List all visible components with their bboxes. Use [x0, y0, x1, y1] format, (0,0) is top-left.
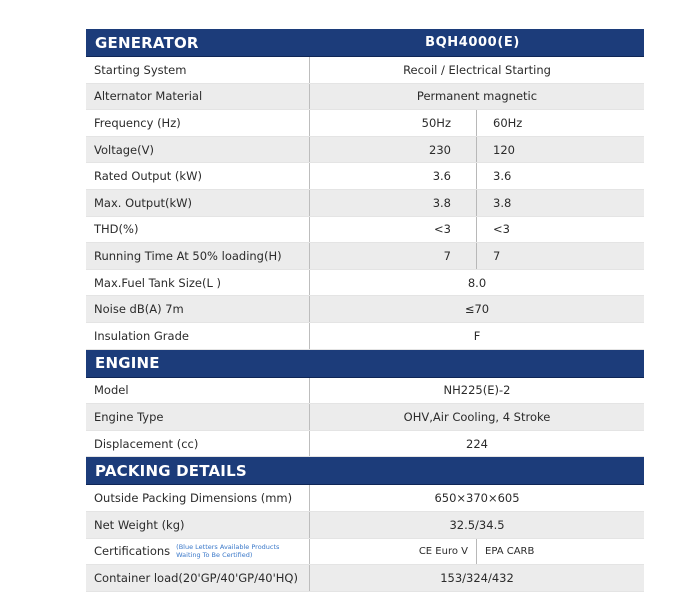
- spec-row-rated-output: [86, 163, 644, 190]
- spec-label: Displacement (cc): [86, 431, 310, 457]
- spec-value-60hz: 3.8: [493, 195, 512, 210]
- spec-value-split: [310, 137, 644, 163]
- spec-row-fuel-tank: [86, 270, 644, 297]
- spec-label: Engine Type: [86, 404, 310, 430]
- spec-row-starting-system: [86, 57, 644, 84]
- spec-value-60hz: 120: [493, 142, 515, 157]
- spec-row-displacement: [86, 431, 644, 458]
- spec-label: Frequency (Hz): [86, 110, 310, 136]
- spec-label: Starting System: [86, 57, 310, 83]
- certification-epa: EPA CARB: [485, 545, 535, 557]
- certification-ce: CE Euro V: [310, 539, 477, 565]
- spec-value: Permanent magnetic: [416, 89, 538, 104]
- spec-label: Noise dB(A) 7m: [86, 296, 310, 322]
- spec-label-cell: [86, 539, 310, 565]
- spec-row-voltage: [86, 137, 644, 164]
- spec-row-thd: [86, 217, 644, 244]
- spec-row-certifications: [86, 539, 644, 566]
- packing-header-label: PACKING DETAILS: [95, 461, 247, 480]
- spec-value-50hz: 50Hz: [310, 110, 477, 136]
- spec-row-alternator-material: [86, 84, 644, 111]
- spec-row-frequency: [86, 110, 644, 137]
- spec-label: Running Time At 50% loading(H): [86, 243, 310, 269]
- spec-value-split: [310, 163, 644, 189]
- spec-row-net-weight: [86, 512, 644, 539]
- spec-value-60hz: 60Hz: [493, 115, 523, 130]
- spec-label: Net Weight (kg): [86, 512, 310, 538]
- spec-value: 8.0: [467, 275, 487, 290]
- spec-value-split: [310, 243, 644, 269]
- generator-header-label: GENERATOR: [95, 33, 199, 52]
- spec-value-split: [310, 110, 644, 136]
- spec-label: THD(%): [86, 217, 310, 243]
- spec-value-split: [310, 539, 644, 565]
- spec-label: Certifications: [94, 544, 171, 559]
- spec-label: Max.Fuel Tank Size(L ): [86, 270, 310, 296]
- spec-value-50hz: <3: [310, 217, 477, 243]
- model-name: BQH4000(E): [425, 35, 520, 50]
- spec-value: 153/324/432: [440, 570, 514, 585]
- spec-value-60hz: 3.6: [493, 169, 512, 184]
- spec-label: Outside Packing Dimensions (mm): [86, 485, 310, 511]
- spec-value: Recoil / Electrical Starting: [403, 62, 551, 77]
- spec-value-split: [310, 190, 644, 216]
- generator-header: [86, 29, 644, 57]
- packing-header: [86, 457, 644, 485]
- engine-header: [86, 350, 644, 378]
- certification-note-line1: (Blue Letters Available Products: [176, 543, 280, 552]
- spec-value: 32.5/34.5: [449, 517, 505, 532]
- spec-value-split: [310, 217, 644, 243]
- spec-label: Rated Output (kW): [86, 163, 310, 189]
- spec-row-engine-model: [86, 378, 644, 405]
- spec-value-50hz: 7: [310, 243, 477, 269]
- certification-note: [176, 543, 279, 559]
- spec-row-engine-type: [86, 404, 644, 431]
- spec-label: Container load(20'GP/40'GP/40'HQ): [86, 565, 310, 591]
- spec-sheet: [86, 29, 644, 592]
- spec-label: Model: [86, 378, 310, 404]
- spec-value-60hz: 7: [493, 248, 501, 263]
- spec-row-max-output: [86, 190, 644, 217]
- spec-label: Max. Output(kW): [86, 190, 310, 216]
- spec-value-60hz: <3: [493, 222, 510, 237]
- spec-value-50hz: 3.6: [310, 163, 477, 189]
- spec-row-packing-dimensions: [86, 485, 644, 512]
- spec-value: 650×370×605: [434, 491, 520, 506]
- spec-label: Alternator Material: [86, 84, 310, 110]
- spec-value: 224: [466, 436, 488, 451]
- spec-label: Insulation Grade: [86, 323, 310, 349]
- spec-value-50hz: 230: [310, 137, 477, 163]
- spec-row-noise: [86, 296, 644, 323]
- spec-label: Voltage(V): [86, 137, 310, 163]
- engine-header-label: ENGINE: [95, 354, 160, 373]
- spec-row-container-load: [86, 565, 644, 592]
- spec-value: NH225(E)-2: [443, 383, 511, 398]
- spec-value: ≤70: [464, 302, 490, 317]
- certification-note-line2: Waiting To Be Certified): [176, 551, 253, 560]
- spec-row-running-time: [86, 243, 644, 270]
- spec-value-50hz: 3.8: [310, 190, 477, 216]
- spec-row-insulation: [86, 323, 644, 350]
- spec-value: OHV,Air Cooling, 4 Stroke: [403, 409, 551, 424]
- spec-value: F: [473, 328, 481, 343]
